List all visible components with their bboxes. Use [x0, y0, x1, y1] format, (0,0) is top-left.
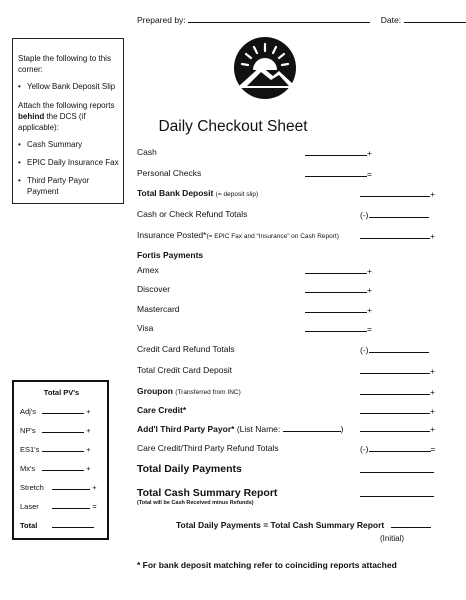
initial-field[interactable]	[391, 519, 431, 528]
third-party-field[interactable]: +	[360, 423, 435, 434]
pv-row[interactable]: NP's +	[20, 426, 91, 435]
summary-line: Total Daily Payments = Total Cash Summary Report	[176, 519, 431, 530]
prepared-by-field[interactable]	[188, 14, 370, 23]
total-credit-label: Total Credit Card Deposit	[137, 365, 232, 375]
insurance-posted-field[interactable]: +	[360, 230, 435, 241]
attach-item: • EPIC Daily Insurance Fax	[18, 157, 119, 168]
cash-field[interactable]: +	[305, 147, 372, 158]
care-refund-label: Care Credit/Third Party Refund Totals	[137, 443, 279, 453]
staple-item: • Yellow Bank Deposit Slip	[18, 81, 119, 92]
attach-item: • Cash Summary	[18, 139, 119, 150]
staple-list	[18, 81, 119, 92]
discover-field[interactable]: +	[305, 284, 372, 295]
amex-label: Amex	[137, 265, 159, 275]
footnote: * For bank deposit matching refer to coinciding reports attached	[137, 560, 397, 570]
pv-row[interactable]: Stretch +	[20, 483, 97, 492]
discover-label: Discover	[137, 284, 171, 294]
refund-totals-field[interactable]: (-)	[360, 209, 429, 220]
total-credit-field[interactable]: +	[360, 365, 435, 376]
care-refund-field[interactable]: (-) =	[360, 444, 436, 454]
pv-row[interactable]: Adj's +	[20, 407, 91, 416]
pv-row[interactable]: Mx's +	[20, 464, 91, 473]
total-cash-summary-note: (Total will be Cash Received minus Refunds)	[137, 500, 254, 506]
staple-text: Staple the following to this corner:	[18, 54, 111, 74]
prepared-by-label: Prepared by:	[137, 15, 186, 25]
cash-label: Cash	[137, 147, 157, 157]
total-bank-deposit-field[interactable]: +	[360, 188, 435, 199]
mastercard-field[interactable]: +	[305, 304, 372, 315]
form-header	[137, 14, 466, 25]
amex-field[interactable]: +	[305, 265, 372, 276]
credit-refund-label: Credit Card Refund Totals	[137, 344, 235, 354]
total-cash-summary-field[interactable]	[360, 488, 434, 499]
total-pvs-box	[12, 380, 109, 540]
attach-item: • Third Party Payor Payment	[18, 175, 119, 197]
pv-total-row[interactable]: Total	[20, 519, 103, 538]
visa-field[interactable]: =	[305, 323, 372, 334]
attach-list	[18, 139, 119, 197]
pv-row[interactable]: Laser =	[20, 502, 97, 511]
credit-refund-field[interactable]: (-)	[360, 344, 429, 355]
personal-checks-label: Personal Checks	[137, 168, 202, 178]
total-bank-deposit-label: Total Bank Deposit (= deposit slip)	[137, 188, 259, 198]
date-label: Date:	[380, 15, 402, 25]
care-credit-field[interactable]: +	[360, 405, 435, 416]
third-party-label: Add'l Third Party Payor* (List Name: )	[137, 424, 344, 434]
visa-label: Visa	[137, 323, 154, 333]
mastercard-label: Mastercard	[137, 304, 180, 314]
fortis-heading: Fortis Payments	[137, 250, 204, 260]
insurance-posted-label: Insurance Posted*(= EPIC Fax and “Insurance” on Cash Report)	[137, 230, 339, 240]
groupon-label: Groupon (Transferred from INC)	[137, 386, 241, 396]
personal-checks-field[interactable]: =	[305, 168, 372, 179]
sun-mountain-logo-icon	[233, 36, 297, 100]
total-daily-label: Total Daily Payments	[137, 463, 242, 475]
third-party-name-field[interactable]	[283, 423, 341, 432]
refund-totals-label: Cash or Check Refund Totals	[137, 209, 248, 219]
date-field[interactable]	[404, 14, 466, 23]
care-credit-label: Care Credit*	[137, 405, 187, 415]
total-daily-field[interactable]	[360, 464, 434, 475]
pv-row[interactable]: ES1's +	[20, 445, 91, 454]
attach-text: Attach the following reports behind the DCS (if applicable):	[18, 101, 115, 132]
initial-label: (Initial)	[380, 534, 405, 543]
total-cash-summary-label: Total Cash Summary Report	[137, 487, 278, 499]
groupon-field[interactable]: +	[360, 386, 435, 397]
pv-title: Total PV's	[43, 388, 80, 397]
page-title: Daily Checkout Sheet	[158, 118, 308, 135]
